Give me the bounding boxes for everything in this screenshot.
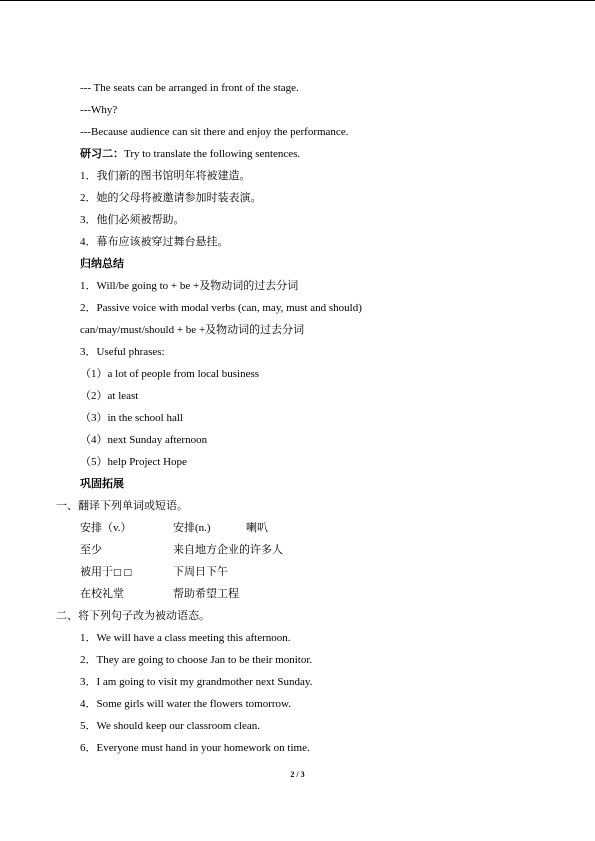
- blank-boxes: □□: [113, 568, 135, 578]
- vocab-1-3: 喇叭: [246, 522, 268, 534]
- vocab-4-2: 帮助希望工程: [173, 588, 239, 600]
- phrase-3: （3）in the school hall: [80, 412, 183, 424]
- section-2-title: 二、将下列句子改为被动语态。: [56, 610, 210, 622]
- phrase-4: （4）next Sunday afternoon: [80, 434, 208, 446]
- summary-rule-2-formula: can/may/must/should + be +及物动词的过去分词: [80, 324, 305, 336]
- study2-heading: [80, 147, 300, 161]
- consolidate-heading: 巩固拓展: [80, 478, 124, 490]
- vocab-3-1: [80, 565, 134, 580]
- summary-rule-1: 1．Will/be going to + be +及物动词的过去分词: [80, 280, 299, 292]
- dialogue-line-3: ---Because audience can sit there and enjoy the performance.: [80, 126, 349, 138]
- dialogue-line-2: ---Why?: [80, 104, 118, 116]
- sentence-2: 2．They are going to choose Jan to be their monitor.: [80, 654, 313, 666]
- translate-item-3: 3．他们必须被帮助。: [80, 214, 185, 226]
- study2-label: 研习二：: [80, 148, 124, 160]
- vocab-2-2: 来自地方企业的许多人: [173, 544, 283, 556]
- translate-item-2: 2．她的父母将被邀请参加时装表演。: [80, 192, 262, 204]
- sentence-3: 3．I am going to visit my grandmother next Sunday.: [80, 676, 313, 688]
- study2-instruction: Try to translate the following sentences.: [124, 148, 301, 160]
- phrase-1: （1）a lot of people from local business: [80, 368, 260, 380]
- sentence-6: 6．Everyone must hand in your homework on time.: [80, 742, 310, 754]
- dialogue-line-1: --- The seats can be arranged in front of the stage.: [80, 82, 299, 94]
- summary-heading: 归纳总结: [80, 258, 124, 270]
- vocab-2-1: 至少: [80, 544, 102, 556]
- translate-item-4: 4．幕布应该被穿过舞台悬挂。: [80, 236, 229, 248]
- summary-rule-2: 2．Passive voice with modal verbs (can, may, must and should): [80, 302, 362, 314]
- page-top-rule: [0, 0, 595, 1]
- vocab-3-1-text: 被用于: [80, 566, 113, 578]
- sentence-1: 1．We will have a class meeting this afternoon.: [80, 632, 291, 644]
- vocab-1-2: 安排(n.): [173, 522, 211, 534]
- phrase-5: （5）help Project Hope: [80, 456, 187, 468]
- page-number: 2 / 3: [290, 770, 305, 779]
- translate-item-1: 1．我们新的图书馆明年将被建造。: [80, 170, 251, 182]
- vocab-1-1: 安排（v.）: [80, 522, 132, 534]
- section-1-title: 一、翻译下列单词或短语。: [56, 500, 188, 512]
- vocab-4-1: 在校礼堂: [80, 588, 124, 600]
- vocab-3-2: 下周日下午: [173, 566, 228, 578]
- sentence-5: 5．We should keep our classroom clean.: [80, 720, 260, 732]
- summary-rule-3: 3．Useful phrases:: [80, 346, 165, 358]
- sentence-4: 4．Some girls will water the flowers tomorrow.: [80, 698, 291, 710]
- phrase-2: （2）at least: [80, 390, 139, 402]
